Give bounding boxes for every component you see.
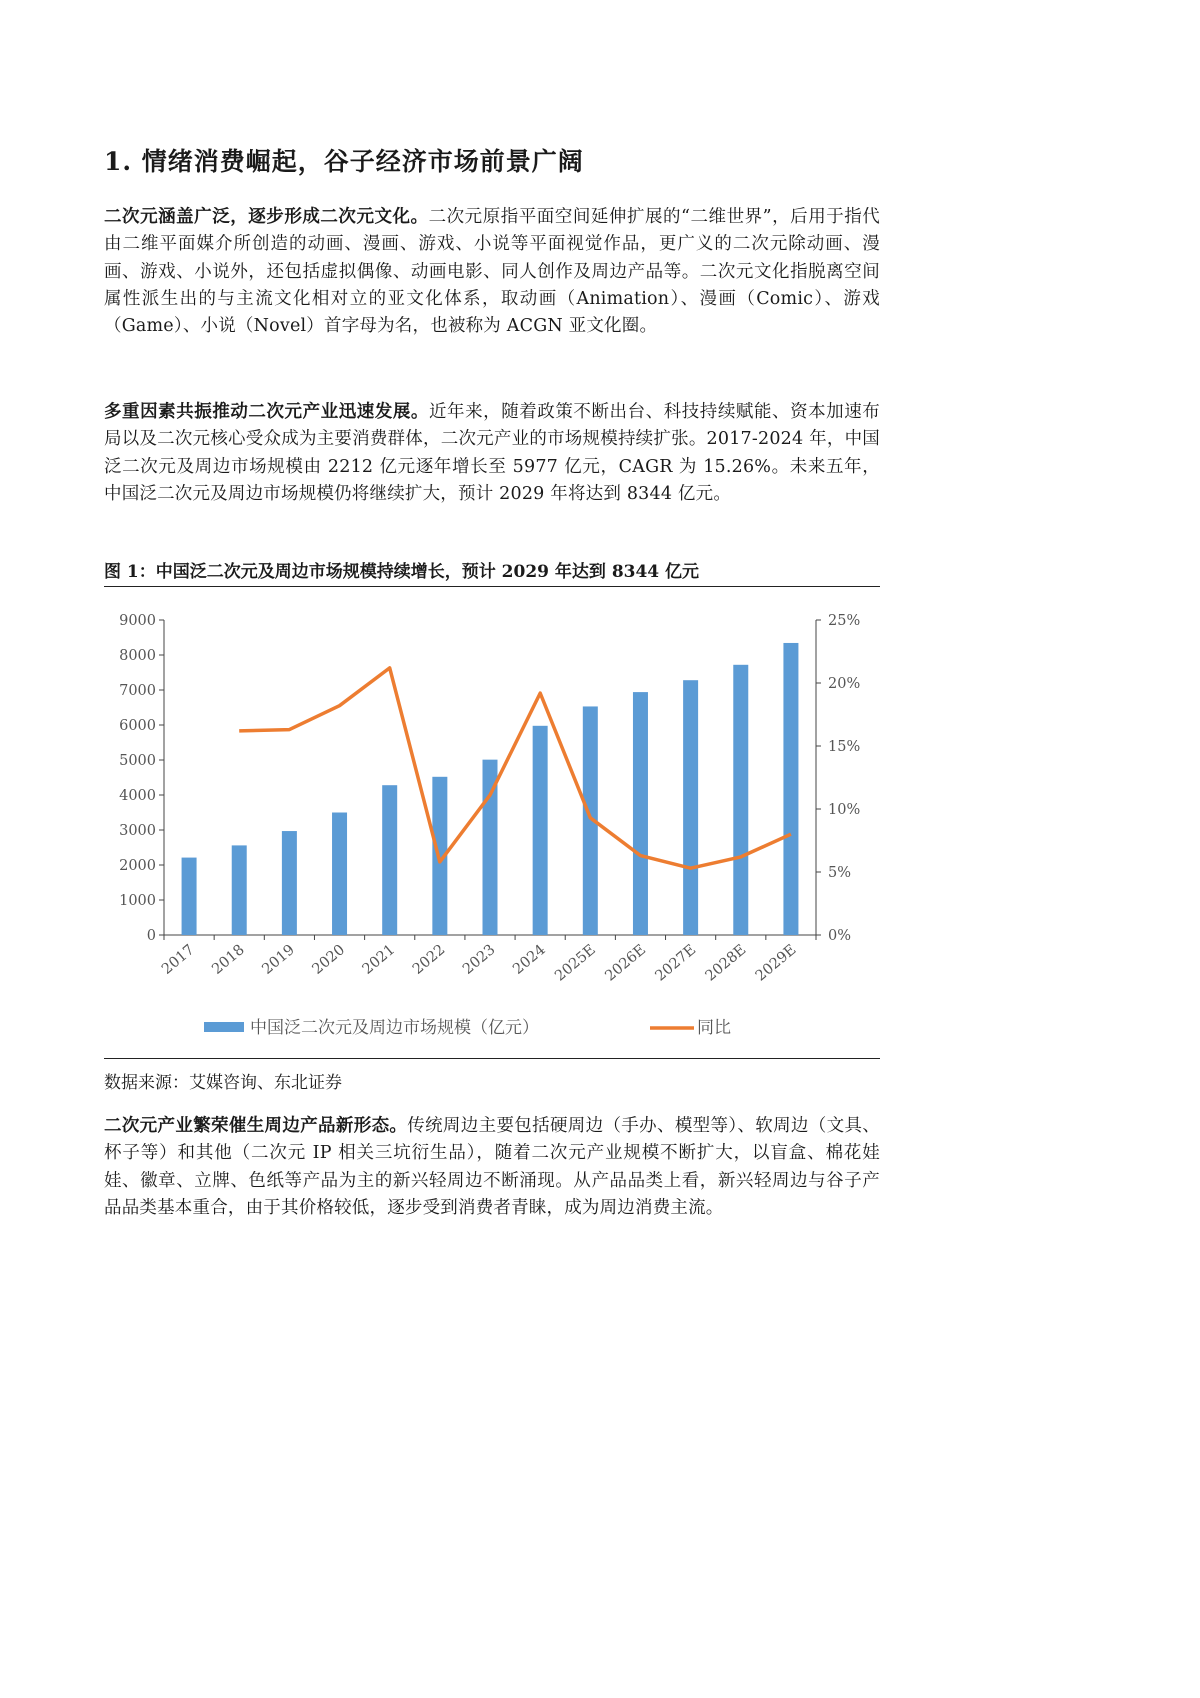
left-axis-tick-label: 6000 <box>119 718 156 734</box>
paragraph-lead: 二次元产业繁荣催生周边产品新形态。 <box>104 1116 408 1136</box>
paragraph-industry-growth <box>104 399 880 508</box>
paragraph-acgn-culture <box>104 204 880 340</box>
left-axis-tick-label: 7000 <box>119 683 156 699</box>
x-axis-tick-label: 2026E <box>602 941 650 985</box>
bar-market-size <box>533 726 548 935</box>
x-axis-tick-label: 2028E <box>702 941 750 985</box>
bar-market-size <box>382 785 397 935</box>
legend-label-market-size: 中国泛二次元及周边市场规模（亿元） <box>250 1018 539 1038</box>
right-axis-tick-label: 0% <box>828 928 852 944</box>
paragraph-body: 近年来，随着政策不断出台、科技持续赋能、资本加速布局以及二次元核心受众成为主要消费群体，二次元产业的市场规模持续扩张。2017-2024 年，中国泛二次元及周边市场规模由 2212 亿元逐年增长至 5977 亿元，CAGR 为 15.26%。未来五年，中国泛二次元及周边市场规模仍将继续扩大，预计 2029 年将达到 8344 亿元。 <box>104 402 880 504</box>
market-size-chart <box>104 600 880 1050</box>
bar-market-size <box>633 692 648 935</box>
x-axis-tick-label: 2029E <box>752 941 800 985</box>
right-axis-tick-label: 25% <box>828 613 861 629</box>
left-axis-tick-label: 1000 <box>119 893 156 909</box>
x-axis-tick-label: 2023 <box>460 941 499 978</box>
legend-label-yoy: 同比 <box>697 1018 731 1038</box>
figure-top-rule <box>104 586 880 587</box>
figure-title: 图 1：中国泛二次元及周边市场规模持续增长，预计 2029 年达到 8344 亿元 <box>104 562 700 582</box>
x-axis-tick-label: 2021 <box>359 941 399 978</box>
line-yoy-growth <box>239 668 791 868</box>
x-axis-tick-label: 2027E <box>652 941 700 985</box>
bar-market-size <box>332 813 347 936</box>
left-axis-tick-label: 2000 <box>119 858 156 874</box>
legend-swatch-market-size <box>204 1022 244 1032</box>
bar-market-size <box>683 680 698 935</box>
left-axis-tick-label: 5000 <box>119 753 156 769</box>
right-axis-tick-label: 5% <box>828 865 852 881</box>
x-axis-tick-label: 2017 <box>159 941 198 978</box>
left-axis-tick-label: 3000 <box>119 823 156 839</box>
paragraph-lead: 多重因素共振推动二次元产业迅速发展。 <box>104 402 429 422</box>
bar-market-size <box>282 831 297 935</box>
paragraph-peripheral-products <box>104 1113 880 1222</box>
left-axis-tick-label: 0 <box>146 928 156 944</box>
left-axis-tick-label: 4000 <box>119 788 156 804</box>
bar-market-size <box>783 643 798 935</box>
right-axis-tick-label: 15% <box>828 739 861 755</box>
paragraph-body: 二次元原指平面空间延伸扩展的“二维世界”，后用于指代由二维平面媒介所创造的动画、漫画、游戏、小说等平面视觉作品，更广义的二次元除动画、漫画、游戏、小说外，还包括虚拟偶像、动画电影、同人创作及周边产品等。二次元文化指脱离空间属性派生出的与主流文化相对立的亚文化体系，取动画（Animation）、漫画（Comic）、游戏（Game）、小说（Novel）首字母为名，也被称为 ACGN 亚文化圈。 <box>104 207 880 337</box>
x-axis-tick-label: 2025E <box>552 941 599 985</box>
figure-bottom-rule <box>104 1058 880 1059</box>
x-axis-tick-label: 2022 <box>409 941 449 978</box>
left-axis-tick-label: 9000 <box>119 613 156 629</box>
section-heading: 1. 情绪消费崛起，谷子经济市场前景广阔 <box>104 147 584 176</box>
x-axis-tick-label: 2019 <box>259 941 298 978</box>
paragraph-body: 传统周边主要包括硬周边（手办、模型等）、软周边（文具、杯子等）和其他（二次元 IP 相关三坑衍生品），随着二次元产业规模不断扩大，以盲盒、棉花娃娃、徽章、立牌、色纸等产品为主的新兴轻周边不断涌现。从产品品类上看，新兴轻周边与谷子产品品类基本重合，由于其价格较低，逐步受到消费者青睐，成为周边消费主流。 <box>104 1116 880 1218</box>
bar-market-size <box>182 858 197 935</box>
right-axis-tick-label: 20% <box>828 676 861 692</box>
data-source-note: 数据来源：艾媒咨询、东北证券 <box>104 1073 342 1093</box>
bar-market-size <box>232 845 247 935</box>
x-axis-tick-label: 2018 <box>209 941 248 978</box>
bar-market-size <box>733 665 748 935</box>
paragraph-lead: 二次元涵盖广泛，逐步形成二次元文化。 <box>104 207 429 227</box>
x-axis-tick-label: 2024 <box>510 941 549 978</box>
left-axis-tick-label: 8000 <box>119 648 156 664</box>
x-axis-tick-label: 2020 <box>309 941 349 978</box>
right-axis-tick-label: 10% <box>828 802 861 818</box>
